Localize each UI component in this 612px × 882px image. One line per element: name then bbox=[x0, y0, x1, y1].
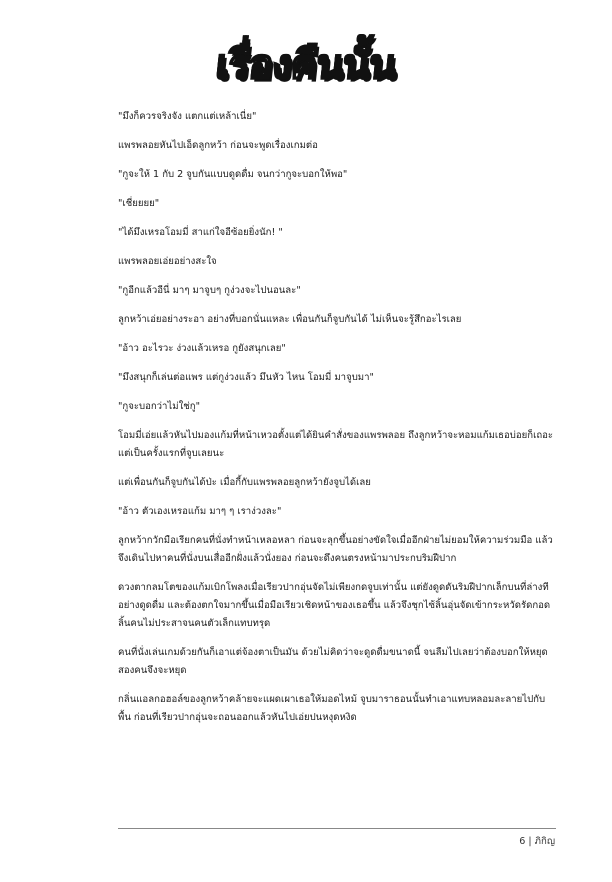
paragraph: "กูจะบอกว่าไม่ใช่กู" bbox=[118, 401, 200, 412]
paragraph: "มึงก็ควรจริงจัง แตกแต่เหล้าเนี่ย" bbox=[118, 111, 257, 122]
paragraph: "กูจะให้ 1 กับ 2 จูบกันแบบดูดดื่ม จนกว่ากูจะบอกให้พอ" bbox=[118, 169, 348, 180]
paragraph: กลิ่นแอลกอฮอล์ของลูกหว้าคล้ายจะแผดเผาเธอให้มอดไหม้ จูบมาราธอนนั้นทำเอาแทบหลอมละลายไปกับพื้น ก่อนที่เรียวปากอุ่นจะถอนออกแล้วหันไปเอ่ยปนหงุดหงิด bbox=[118, 694, 546, 723]
paragraph: "กูอีกแล้วอีนี่ มาๆ มาจูบๆ กูง่วงจะไปนอนละ" bbox=[118, 285, 301, 296]
paragraph: แพรพลอยเอ่ยอย่างสะใจ bbox=[118, 256, 217, 267]
footer-divider bbox=[118, 828, 556, 829]
paragraph: "มึงสนุกก็เล่นต่อแพร แต่กูง่วงแล้ว มึนหัว ไหน โอมมี่ มาจูบมา" bbox=[118, 372, 374, 383]
title-banner bbox=[0, 40, 612, 90]
paragraph: โอมมี่เอ่ยแล้วหันไปมองแก้มที่หน้าเหวอตั้งแต่ได้ยินคำสั่งของแพรพลอย ถึงลูกหว้าจะหอมแก้มเธอบ่อยก็เถอะ แต่เป็นครั้งแรกที่จูบเลยนะ bbox=[118, 430, 554, 459]
paragraph: ลูกหว้าเอ่ยอย่างระอา อย่างที่บอกนั่นแหละ เพื่อนกันก็จูบกันได้ ไม่เห็นจะรู้สึกอะไรเลย bbox=[118, 314, 462, 325]
page-title: เรื่องคืนนั้น bbox=[213, 42, 399, 88]
paragraph: "อ้าว อะไรวะ ง่วงแล้วเหรอ กูยังสนุกเลย" bbox=[118, 343, 286, 354]
paragraph: คนที่นั่งเล่นเกมด้วยกันก็เอาแต่จ้องตาเป็นมัน ด้วยไม่คิดว่าจะดูดดื่มขนาดนี้ จนลืมไปเลยว่าต้องบอกให้หยุดสองคนจึงจะหยุด bbox=[118, 647, 548, 676]
paragraph: "ได้มึงเหรอโอมมี่ สาแก่ใจอีซ้อยยิ่งนัก! " bbox=[118, 227, 283, 238]
paragraph: ลูกหว้ากวักมือเรียกคนที่นั่งทำหน้าเหลอหลา ก่อนจะลุกขึ้นอย่างขัดใจเมื่ออีกฝ่ายไม่ยอมให้ความร่วมมือ แล้วจึงเดินไปหาคนที่นั่งบนเสื่ออีกฝั่งแล้วนั่งยอง ก่อนจะดึงคนตรงหน้ามาประกบริมฝีปาก bbox=[118, 535, 553, 564]
paragraph: "อ้าว ตัวเองเหรอแก้ม มาๆ ๆ เราง่วงละ" bbox=[118, 506, 282, 517]
paragraph: "เชี่ยยยย" bbox=[118, 198, 160, 209]
paragraph: แพรพลอยหันไปเอ็ดลูกหว้า ก่อนจะพูดเรื่องเกมต่อ bbox=[118, 140, 318, 151]
page-number: 6 | ภิกิญ bbox=[519, 836, 555, 847]
story-body bbox=[118, 108, 556, 738]
paragraph: แต่เพื่อนกันก็จูบกันได้ป่ะ เมื่อกี้กับแพรพลอยลูกหว้ายังจูบได้เลย bbox=[118, 477, 371, 488]
paragraph: ดวงตากลมโตของแก้มเบิกโพลงเมื่อเรียวปากอุ่นจัดไม่เพียงกดจูบเท่านั้น แต่ยังดูดดันริมฝีปากเล็กบนที่ล่างทีอย่างดูดดื่ม และต้องตกใจมากขึ้นเมื่อมือเรียวเชิดหน้าของเธอขึ้น แล้วจึงชุกไซ้ลิ้นอุ่นจัดเข้ากระหวัดรัดกอดลิ้นคนไม่ประสาจนคนตัวเล็กแทบทรุด bbox=[118, 582, 551, 629]
